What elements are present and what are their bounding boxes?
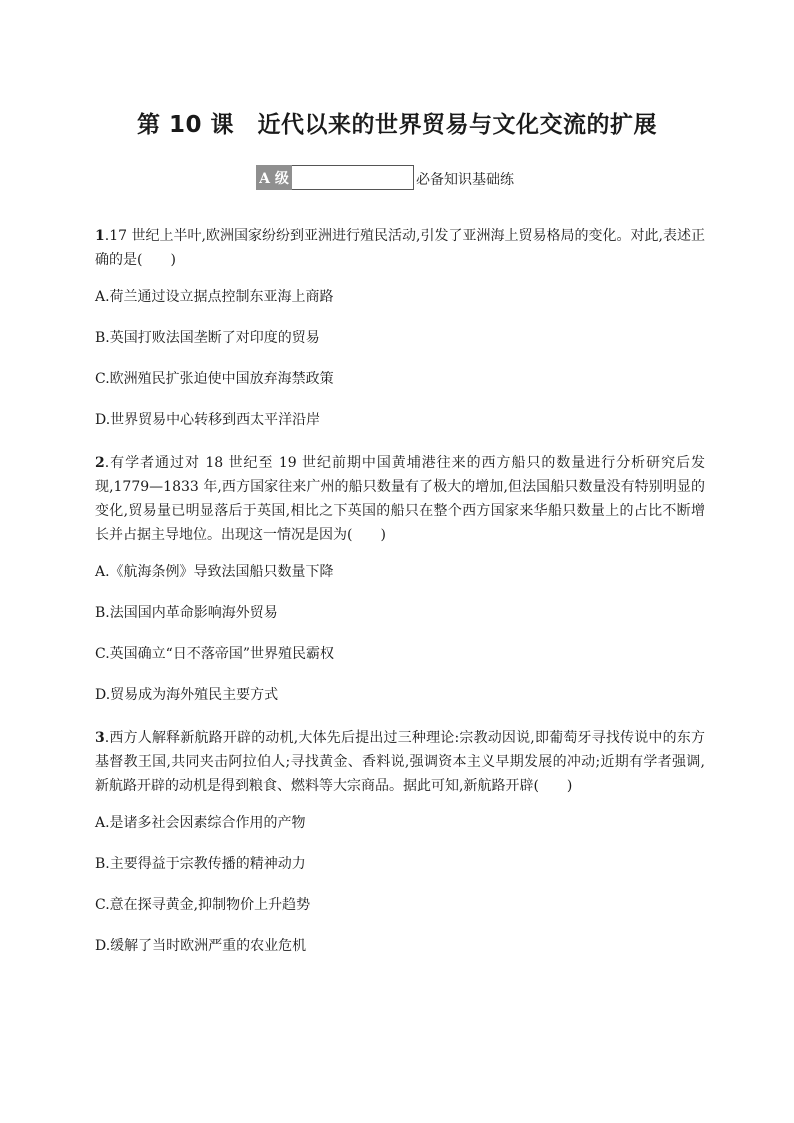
option-d: D.世界贸易中心转移到西太平洋沿岸 xyxy=(95,412,321,428)
question-text: .有学者通过对 18 世纪至 19 世纪前期中国黄埔港往来的西方船只的数量进行分析研究后发现,1779—1833 年,西方国家往来广州的船只数量有了极大的增加,但法国船只数量没有特别明显的变化,贸易量已明显落后于英国,相比之下英国的船只在整个西方国家来华船只数量上的占比不断增长并占据主导地位。出现这一情况是因为( ) xyxy=(95,455,705,543)
question-text: .西方人解释新航路开辟的动机,大体先后提出过三种理论:宗教动因说,即葡萄牙寻找传说中的东方基督教王国,共同夹击阿拉伯人;寻找黄金、香料说,强调资本主义早期发展的冲动;近期有学者强调,新航路开辟的动机是得到粮食、燃料等大宗商品。据此可知,新航路开辟( ) xyxy=(95,730,705,794)
question-number: 2 xyxy=(95,455,105,471)
option-d: D.缓解了当时欧洲严重的农业危机 xyxy=(95,938,307,954)
question-number: 1 xyxy=(95,228,105,244)
option-b: B.主要得益于宗教传播的精神动力 xyxy=(95,856,306,872)
level-bar xyxy=(256,165,514,190)
question-stem xyxy=(95,451,705,547)
level-blank-box xyxy=(292,165,414,190)
option-c: C.意在探寻黄金,抑制物价上升趋势 xyxy=(95,897,311,913)
question-2 xyxy=(95,451,705,705)
question-3 xyxy=(95,726,705,956)
question-stem xyxy=(95,726,705,798)
option-b: B.英国打败法国垄断了对印度的贸易 xyxy=(95,330,320,346)
page-title: 第 10 课 近代以来的世界贸易与文化交流的扩展 xyxy=(136,112,658,138)
option-d: D.贸易成为海外殖民主要方式 xyxy=(95,687,279,703)
question-number: 3 xyxy=(95,730,105,746)
level-label: 必备知识基础练 xyxy=(416,172,514,188)
option-a: A.《航海条例》导致法国船只数量下降 xyxy=(95,564,334,580)
option-c: C.欧洲殖民扩张迫使中国放弃海禁政策 xyxy=(95,371,334,387)
option-a: A.荷兰通过设立据点控制东亚海上商路 xyxy=(95,289,334,305)
question-list xyxy=(95,224,705,977)
question-text: .17 世纪上半叶,欧洲国家纷纷到亚洲进行殖民活动,引发了亚洲海上贸易格局的变化。对此,表述正确的是( ) xyxy=(95,228,705,268)
option-a: A.是诸多社会因素综合作用的产物 xyxy=(95,815,306,831)
question-1 xyxy=(95,224,705,430)
question-stem xyxy=(95,224,705,272)
option-c: C.英国确立“日不落帝国”世界殖民霸权 xyxy=(95,646,334,662)
option-b: B.法国国内革命影响海外贸易 xyxy=(95,605,278,621)
level-badge: A 级 xyxy=(256,165,292,190)
